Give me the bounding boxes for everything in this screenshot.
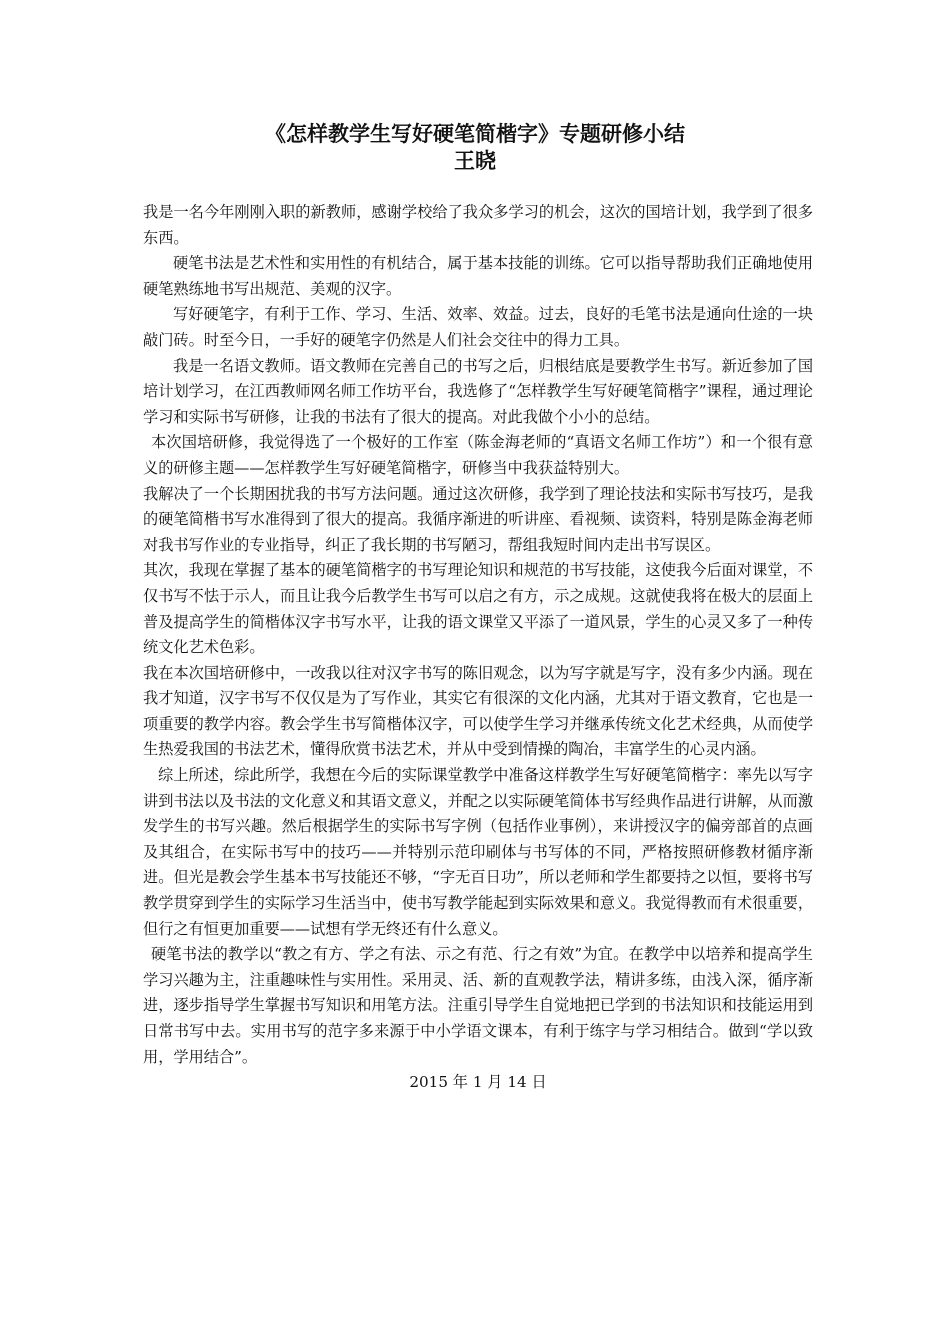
paragraph-8: 我在本次国培研修中，一改我以往对汉字书写的陈旧观念，以为写字就是写字，没有多少内涵。现在我才知道，汉字书写不仅仅是为了写作业，其实它有很深的文化内涵，尤其对于语文教育，它也是一项重要的教学内容。教会学生书写简楷体汉字，可以使学生学习并继承传统文化艺术经典，从而使学生热爱我国的书法艺术，懂得欣赏书法艺术，并从中受到情操的陶冶，丰富学生的心灵内涵。: [143, 663, 813, 759]
paragraph-9: 综上所述，综此所学，我想在今后的实际课堂教学中准备这样教学生写好硬笔简楷字：率先以写字讲到书法以及书法的文化意义和其语文意义，并配之以实际硬笔简体书写经典作品进行讲解，从而激发学生的书写兴趣。然后根据学生的实际书写字例（包括作业事例），来讲授汉字的偏旁部首的点画及其组合，在实际书写中的技巧——并特别示范印刷体与书写体的不同，严格按照研修教材循序渐进。但光是教会学生基本书写技能还不够，“字无百日功”，所以老师和学生都要持之以恒，要将书写教学贯穿到学生的实际学习生活当中，使书写教学能起到实际效果和意义。我觉得教而有术很重要，但行之有恒更加重要——试想有学无终还有什么意义。: [143, 766, 813, 938]
paragraph-6: 我解决了一个长期困扰我的书写方法问题。通过这次研修，我学到了理论技法和实际书写技巧，是我的硬笔简楷书写水准得到了很大的提高。我循序渐进的听讲座、看视频、读资料，特别是陈金海老师对我书写作业的专业指导，纠正了我长期的书写陋习，帮组我短时间内走出书写误区。: [143, 484, 813, 554]
document-body: [143, 200, 813, 1096]
paragraph-4: 我是一名语文教师。语文教师在完善自己的书写之后，归根结底是要教学生书写。新近参加了国培计划学习，在江西教师网名师工作坊平台，我选修了“怎样教学生写好硬笔简楷字”课程，通过理论学习和实际书写研修，让我的书法有了很大的提高。对此我做个小小的总结。: [143, 356, 813, 426]
document-title: 《怎样教学生写好硬笔简楷字》专题研修小结: [265, 122, 685, 146]
paragraph-3: 写好硬笔字，有利于工作、学习、生活、效率、效益。过去，良好的毛笔书法是通向仕途的一块敲门砖。时至今日，一手好的硬笔字仍然是人们社会交往中的得力工具。: [143, 305, 813, 349]
document-date: 2015 年 1 月 14 日: [409, 1073, 547, 1092]
paragraph-10: 硬笔书法的教学以“教之有方、学之有法、示之有范、行之有效”为宜。在教学中以培养和提高学生学习兴趣为主，注重趣味性与实用性。采用灵、活、新的直观教学法，精讲多练，由浅入深，循序渐进，逐步指导学生掌握书写知识和用笔方法。注重引导学生自觉地把已学到的书法知识和技能运用到日常书写中去。实用书写的范字多来源于中小学语文课本，有利于练字与学习相结合。做到“学以致用，学用结合”。: [143, 945, 813, 1066]
paragraph-2: 硬笔书法是艺术性和实用性的有机结合，属于基本技能的训练。它可以指导帮助我们正确地使用硬笔熟练地书写出规范、美观的汉字。: [143, 254, 813, 298]
paragraph-7: 其次，我现在掌握了基本的硬笔简楷字的书写理论知识和规范的书写技能，这使我今后面对课堂，不仅书写不怯于示人，而且让我今后教学生书写可以启之有方，示之成规。这就使我将在极大的层面上普及提高学生的简楷体汉字书写水平，让我的语文课堂又平添了一道风景，学生的心灵又多了一种传统文化艺术色彩。: [143, 561, 813, 657]
paragraph-1: 我是一名今年刚刚入职的新教师，感谢学校给了我众多学习的机会，这次的国培计划，我学到了很多东西。: [143, 203, 813, 247]
document-author: 王晓: [454, 149, 496, 173]
paragraph-5: 本次国培研修，我觉得选了一个极好的工作室（陈金海老师的“真语文名师工作坊”）和一个很有意义的研修主题——怎样教学生写好硬笔简楷字，研修当中我获益特别大。: [143, 433, 813, 477]
